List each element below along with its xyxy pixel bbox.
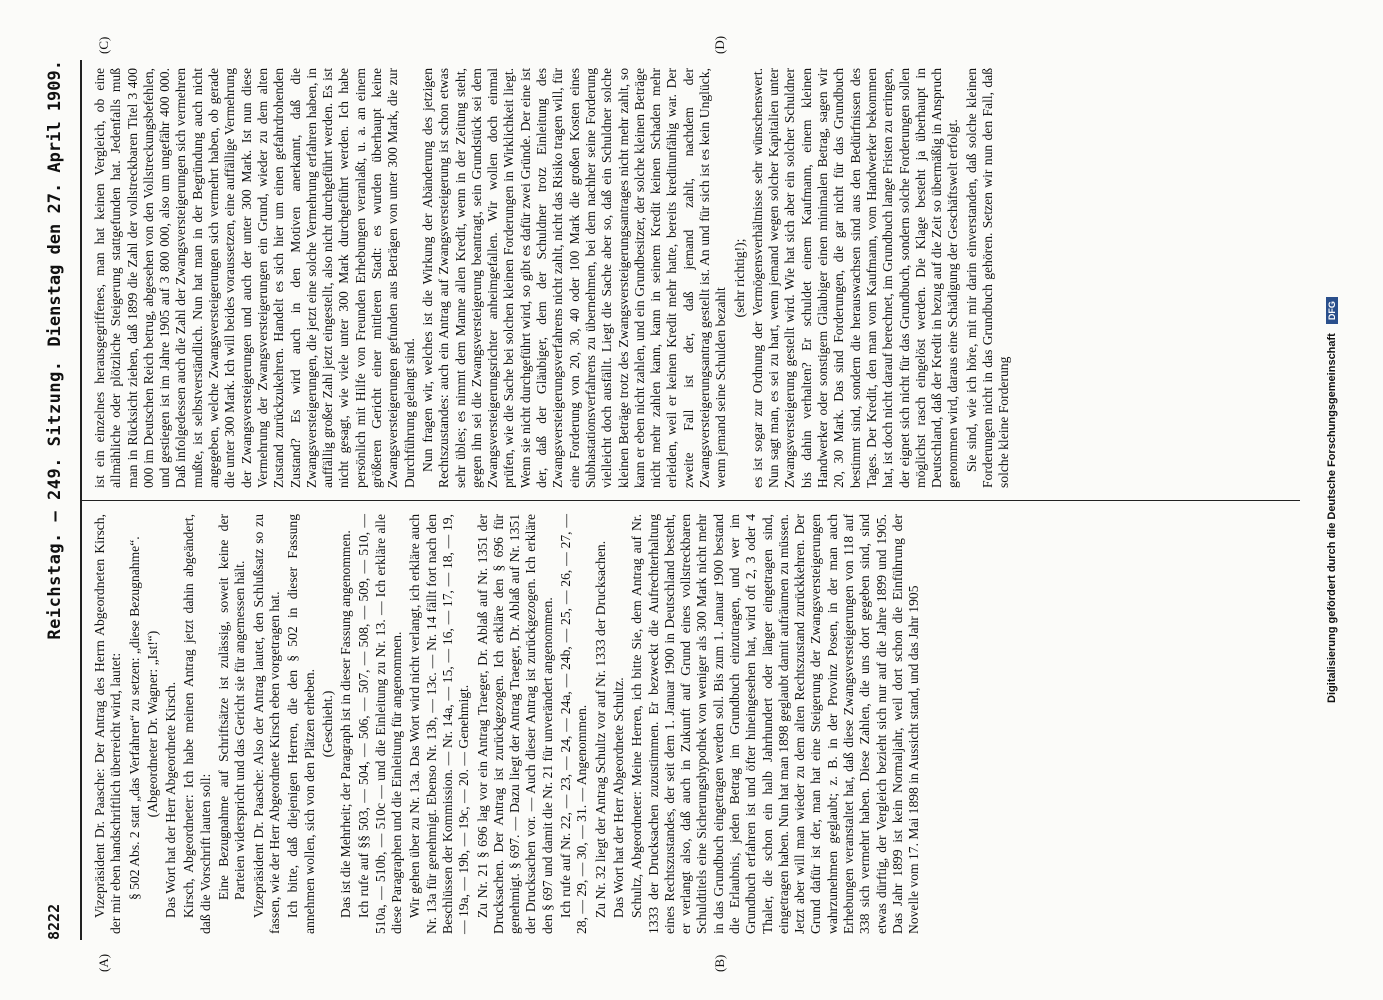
paragraph: Ich bitte, daß diejenigen Herren, die den § 502 in dieser Fassung annehmen wollen, sich von den Plätzen erheben. (285, 514, 317, 934)
margin-mark-d: (D) (712, 35, 727, 54)
session-date: Dienstag den 27. April 1909. (45, 60, 65, 347)
digitization-note: Digitalisierung gefördert durch die Deutsche Forschungsgemeinschaft (1326, 333, 1338, 703)
paragraph: es ist sogar zur Ordnung der Vermögensverhältnisse sehr wünschenswert. Nun sagt man, es sei zu hart, wenn jemand wegen solcher Kapitalien unter Zwangsversteigerung gestellt wird. Wie hat sich aber ein solcher Schuldner bis dahin verhalten? Er schuldet einem Kaufmann, einem kleinen Handwerker oder sonstigem Gläubiger einen minimalen Betrag, sagen wir 20, 30 Mark. Das sind Forderungen, die gar nicht für das Grundbuch bestimmt sind, sondern die herauswachsen sind aus den Bedürfnissen des Tages. Der Kredit, den man vom Kaufmann, vom Handwerker bekommen hat, ist doch nicht darauf berechnet, im Grundbuch lange Fristen zu erringen, der eignet sich nicht für das Grundbuch, sondern solche Forderungen sollen möglichst rasch eingelöst werden. Die Klage besteht ja überhaupt in Deutschland, daß der Kredit in bezug auf die Zeit so übermäßig in Anspruch genommen wird, daraus eine Schädigung der Geschäftswelt erfolgt. (749, 68, 961, 488)
paragraph: Zu Nr. 21 § 696 lag vor ein Antrag Traeger, Dr. Ablaß auf Nr. 1351 der Drucksachen. Der Antrag ist zurückgezogen. Ich erkläre den § 696 für genehmigt. § 697. — Dazu liegt der Antrag Traeger, Dr. Ablaß auf Nr. 1351 der Drucksachen vor. — Auch dieser Antrag ist zurückgezogen. Ich erkläre den § 697 und damit die Nr. 21 für unverändert angenommen. (474, 514, 555, 934)
paragraph: Ich rufe auf §§ 503, — 504, — 506, — 507, — 508, — 509, — 510, — 510a, — 510b, — 510c — und die Einleitung zu Nr. 13. — Ich erkläre alle diese Paragraphen und die Einleitung für angenommen. (356, 514, 405, 934)
margin-mark-b: (B) (712, 954, 727, 972)
digitization-footer (1326, 0, 1338, 1000)
paragraph: Das Wort hat der Herr Abgeordnete Schultz. (610, 677, 626, 918)
paragraph: Ich rufe auf Nr. 22, — 23, — 24, — 24a, — 24b, — 25, — 26, — 27, — 28, — 29, — 30, — 31. — Angenommen. (558, 514, 590, 934)
paragraph: Eine Bezugnahme auf Schriftsätze ist zulässig, soweit keine der Parteien widerspricht und das Gericht sie für angemessen hält. (216, 514, 248, 900)
column-divider (82, 500, 1300, 501)
interjection: (sehr richtig!); (731, 238, 747, 318)
interjection: (Geschieht.) (319, 690, 335, 758)
paragraph: Zu Nr. 32 liegt der Antrag Schultz vor auf Nr. 1333 der Drucksachen. (592, 540, 608, 918)
margin-mark-c: (C) (96, 36, 111, 54)
left-column (92, 514, 925, 934)
dfg-logo: DFG (1326, 297, 1338, 324)
paragraph: § 502 Abs. 2 statt „das Verfahren“ zu setzen: „diese Bezugnahme“. (126, 536, 142, 900)
paragraph: Vizepräsident Dr. Paasche: Der Antrag des Herrn Abgeordneten Kirsch, der mir eben handschriftlich überreicht wird, lautet: (92, 514, 124, 934)
margin-mark-a: (A) (96, 953, 111, 972)
paragraph: ist ein einzelnes herausgegriffenes, man hat keinen Vergleich, ob eine allmähliche oder plötzliche Steigerung stattgefunden hat. Jedenfalls muß man in Rücksicht ziehen, daß 1899 die Zahl der vollstreckbaren Titel 3 400 000 im Deutschen Reich betrug, abgesehen von den Vollstreckungsbefehlen, und gestiegen ist im Jahre 1905 auf 3 800 000, also um ungefähr 400 000. Daß infolgedessen auch die Zahl der Zwangsversteigerungen sich vermehren mußte, ist selbstverständlich. Nun hat man in der Begründung auch nicht angegeben, welche Zwangsversteigerungen sich vermehrt haben, ob gerade die unter 300 Mark. Ich will beides voraussetzen, eine auffällige Vermehrung der Zwangsversteigerungen und auch der unter 300 Mark. Ist nun diese Vermehrung der Zwangsversteigerungen ein Grund, wieder zu dem alten Zustand zurückzukehren. Handelt es sich hier um einen gefahrdrohenden Zustand? Es wird auch in den Motiven anerkannt, daß die Zwangsversteigerungen, die jetzt eine solche Vermehrung erfahren haben, in auffällig großer Zahl jetzt eingestellt, also nicht durchgeführt werden. Es ist nicht gesagt, wie viele unter 300 Mark durchgeführt werden. Ich habe persönlich mit Hilfe von Freunden Erhebungen veranlaßt, u. a. an einem größeren Gericht einer mittleren Stadt: es wurden überhaupt keine Zwangsversteigerungen gefunden aus Beträgen von unter 300 Mark, die zur Durchführung gelangt sind. (92, 67, 417, 488)
interjection: (Abgeordneter Dr. Wagner: „Ist!“) (144, 630, 160, 818)
paragraph: Sie sind, wie ich höre, mit mir darin einverstanden, daß solche kleinen Forderungen nicht in das Grundbuch gehören. Setzen wir nun den Fall, daß solche kleine Forderung (963, 68, 1012, 488)
paragraph: Vizepräsident Dr. Paasche: Also der Antrag lautet, den Schlußsatz so zu fassen, wie der Herr Abgeordnete Kirsch eben vorgetragen hat. (250, 514, 282, 934)
paragraph: Kirsch, Abgeordneter: Ich habe meinen Antrag jetzt dahin abgeändert, daß die Vorschrift lauten soll: (181, 514, 213, 934)
paragraph: Schultz, Abgeordneter: Meine Herren, ich bitte Sie, dem Antrag auf Nr. 1333 der Drucksachen zuzustimmen. Er bezweckt die Aufrechterhaltung eines Rechtszustandes, der seit dem 1. Januar 1900 in Deutschland besteht, er verlangt also, daß auch in Zukunft auf Grund eines vollstreckbaren Schuldtitels eine Sicherungshypothek von weniger als 300 Mark nicht mehr in das Grundbuch eingetragen werden soll. Bis zum 1. Januar 1900 bestand die Erlaubnis, jeden Betrag im Grundbuch einzutragen, und wer im Grundbuch erfahren ist und öfter hineingesehen hat, wird oft 2, 3 oder 4 Thaler, die schon ein halb Jahrhundert oder länger eingetragen sind, eingetragen haben. Nun hat man 1898 geglaubt damit aufräumen zu müssen. Jetzt aber will man wieder zu dem alten Rechtszustand zurückkehren. Der Grund dafür ist der, man hat eine Steigerung der Zwangsversteigerungen wahrzunehmen geglaubt; z. B. in der Provinz Posen, in der man auch Erhebungen veranstaltet hat, daß diese Zwangsversteigerungen von 118 auf 338 sich vermehrt haben. Diese Zahlen, die uns dort gegeben sind, sind etwas dürftig, der Vergleich bezieht sich nur auf die Jahre 1899 und 1905. Das Jahr 1899 ist kein Normaljahr, weil dort schon die Einführung der Novelle vom 17. Mai 1898 in Aussicht stand, und das Jahr 1905 (629, 514, 922, 934)
paragraph: Das ist die Mehrheit; der Paragraph ist in dieser Fassung angenommen. (338, 530, 354, 918)
page-number: 8222 (45, 903, 63, 940)
page-header (45, 60, 73, 940)
paragraph: Wir gehen über zu Nr. 13a. Das Wort wird nicht verlangt, ich erkläre auch Nr. 13a für genehmigt. Ebenso Nr. 13b, — 13c. — Nr. 14 fällt fort nach den Beschlüssen der Kommission. — Nr. 14a, — 15, — 16, — 17, — 18, — 19, — 19a, — 19b, — 19c, — 20. — Genehmigt. (407, 514, 472, 934)
paragraph: Nun fragen wir, welches ist die Wirkung der Abänderung des jetzigen Rechtszustandes: auch ein Antrag auf Zwangsversteigerung ist schon etwas sehr übles; es nimmt dem Manne allen Kredit, wenn in der Zeitung steht, gegen ihn sei die Zwangsversteigerung beantragt, sein Grundstück sei dem Zwangsversteigerungsrichter anheimgefallen. Wir wollen doch einmal prüfen, wie die Sache bei solchen kleinen Forderungen in Wirklichkeit liegt. Wenn sie nicht durchgeführt wird, so gibt es dafür zwei Gründe. Der eine ist der, daß der Gläubiger, dem der Schuldner trotz Einleitung des Zwangsversteigerungsverfahrens nicht zahlt, nicht das Risiko tragen will, für eine Forderung von 20, 30, 40 oder 100 Mark die großen Kosten eines Subhastationsverfahrens zu übernehmen, bei dem nachher seine Forderung vielleicht doch ausfällt. Liegt die Sache aber so, daß ein Schuldner solche kleinen Beträge trotz des Zwangsversteigerungsantrages nicht mehr zahlt, so kann er eben nicht zahlen, und ein Grundbesitzer, der solche kleinen Beträge nicht mehr zahlen kann, kann in seinem Kredit keinen Schaden mehr erleiden, weil er keinen Kredit mehr hatte, bereits kreditunfähig war. Der zweite Fall ist der, daß jemand zahlt, nachdem der Zwangsversteigerungsantrag gestellt ist. An und für sich ist es kein Unglück, wenn jemand seine Schulden bezahlt (419, 68, 729, 488)
right-column (92, 68, 1015, 488)
running-head: Reichstag. — 249. Sitzung. (45, 360, 65, 640)
paragraph: Das Wort hat der Herr Abgeordnete Kirsch. (163, 681, 179, 918)
